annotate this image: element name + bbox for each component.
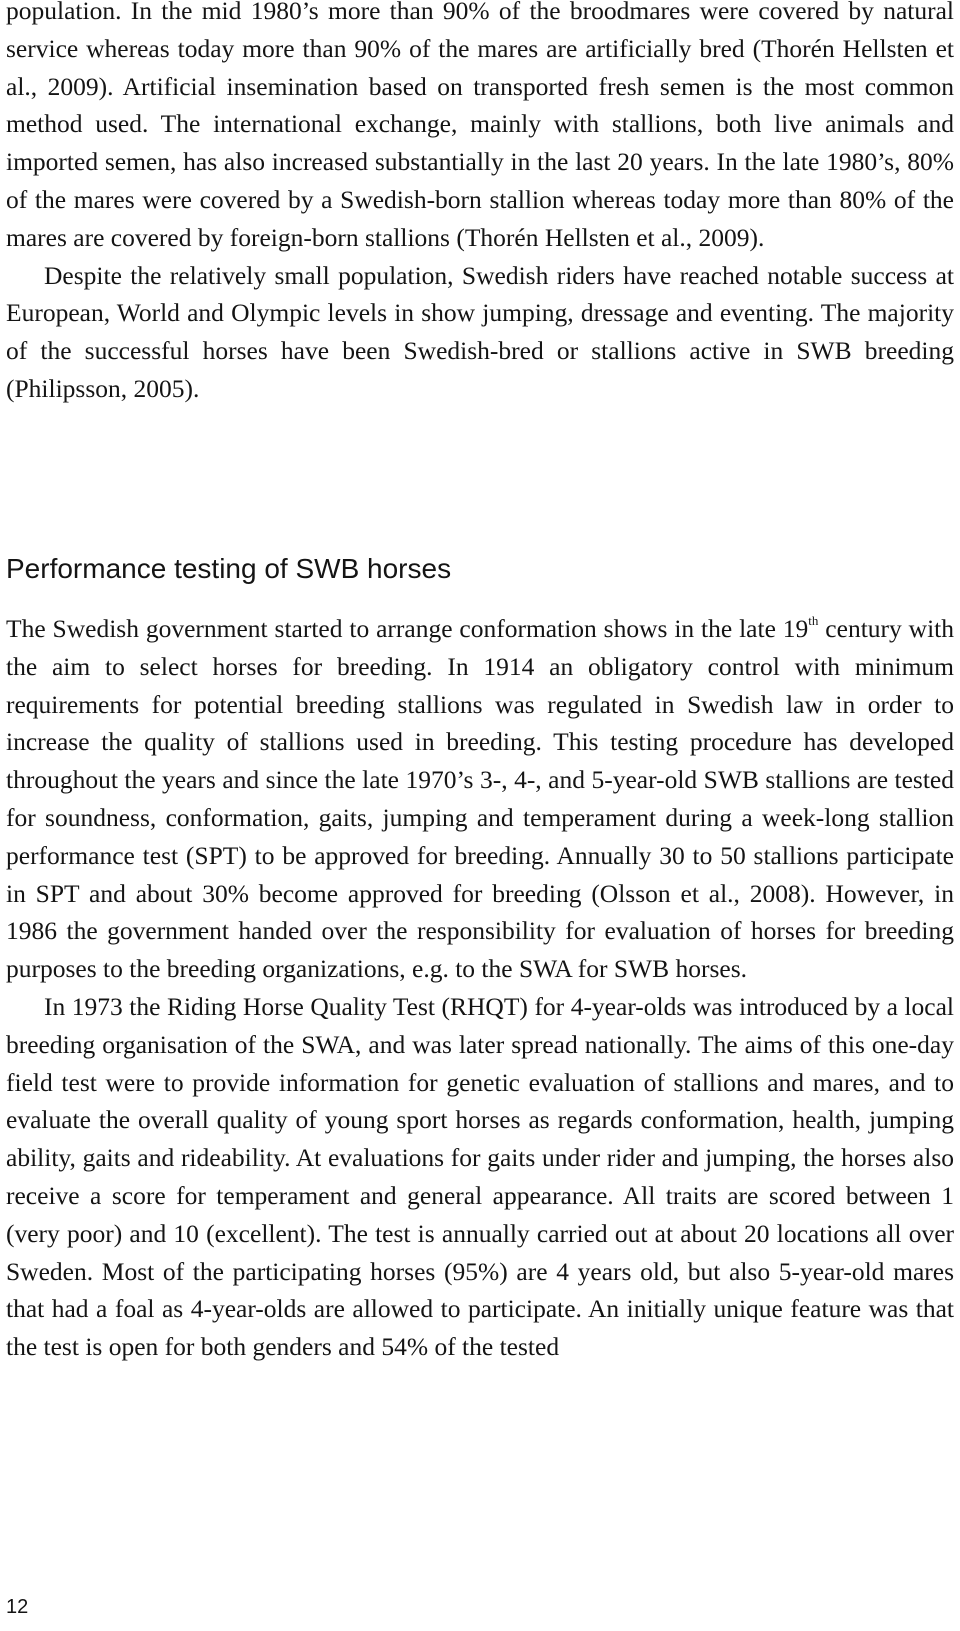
paragraph-government-shows	[6, 610, 954, 988]
paragraph-text-part: The Swedish government started to arrange conformation shows in the late 19	[6, 614, 809, 643]
section-heading: Performance testing of SWB horses	[6, 553, 452, 584]
document-page	[6, 0, 954, 1631]
intro-section	[6, 0, 954, 408]
page-number: 12	[6, 1596, 29, 1618]
paragraph-rhqt: In 1973 the Riding Horse Quality Test (RHQT) for 4-year-olds was introduced by a local breeding organisation of the SWA, and was later spread nationally. The aims of this one-day field test were to provide information for genetic evaluation of stallions and mares, and to evaluate the overall quality of young sport horses as regards conformation, health, jumping ability, gaits and rideability. At evaluations for gaits under rider and jumping, the horses also receive a score for temperament and general appearance. All traits are scored between 1 (very poor) and 10 (excellent). The test is annually carried out at about 20 locations all over Sweden. Most of the participating horses (95%) are 4 years old, but also 5-year-old mares that had a foal as 4-year-olds are allowed to participate. An initially unique feature was that the test is open for both genders and 54% of the tested	[6, 991, 954, 1362]
paragraph-text-part: century with the aim to select horses for breeding. In 1914 an obligatory control with minimum requirements for potential breeding stallions was regulated in Swedish law in order to increase the quality of stallions used in breeding. This testing procedure has developed throughout the years and since the late 1970’s 3-, 4-, and 5-year-old SWB stallions are tested for soundness, conformation, gaits, jumping and temperament during a week-long stallion performance test (SPT) to be approved for breeding. Annually 30 to 50 stallions participate in SPT and about 30% become approved for breeding (Olsson et al., 2008). However, in 1986 the government handed over the responsibility for evaluation of horses for breeding purposes to the breeding organizations, e.g. to the SWA for SWB horses.	[6, 614, 954, 984]
paragraph-population: population. In the mid 1980’s more than 90% of the broodmares were covered by natural service whereas today more than 90% of the mares are artificially bred (Thorén Hellsten et al., 2009). Artificial insemination based on transported fresh semen is the most common method used. The international exchange, mainly with stallions, both live animals and imported semen, has also increased substantially in the last 20 years. In the late 1980’s, 80% of the mares were covered by a Swedish-born stallion whereas today more than 80% of the mares are covered by foreign-born stallions (Thorén Hellsten et al., 2009).	[6, 0, 954, 252]
paragraph-riders-success: Despite the relatively small population, Swedish riders have reached notable success at European, World and Olympic levels in show jumping, dressage and eventing. The majority of the successful horses have been Swedish-bred or stallions active in SWB breeding (Philipsson, 2005).	[6, 260, 954, 403]
performance-testing-section	[6, 610, 954, 1366]
ordinal-superscript: th	[808, 613, 819, 628]
